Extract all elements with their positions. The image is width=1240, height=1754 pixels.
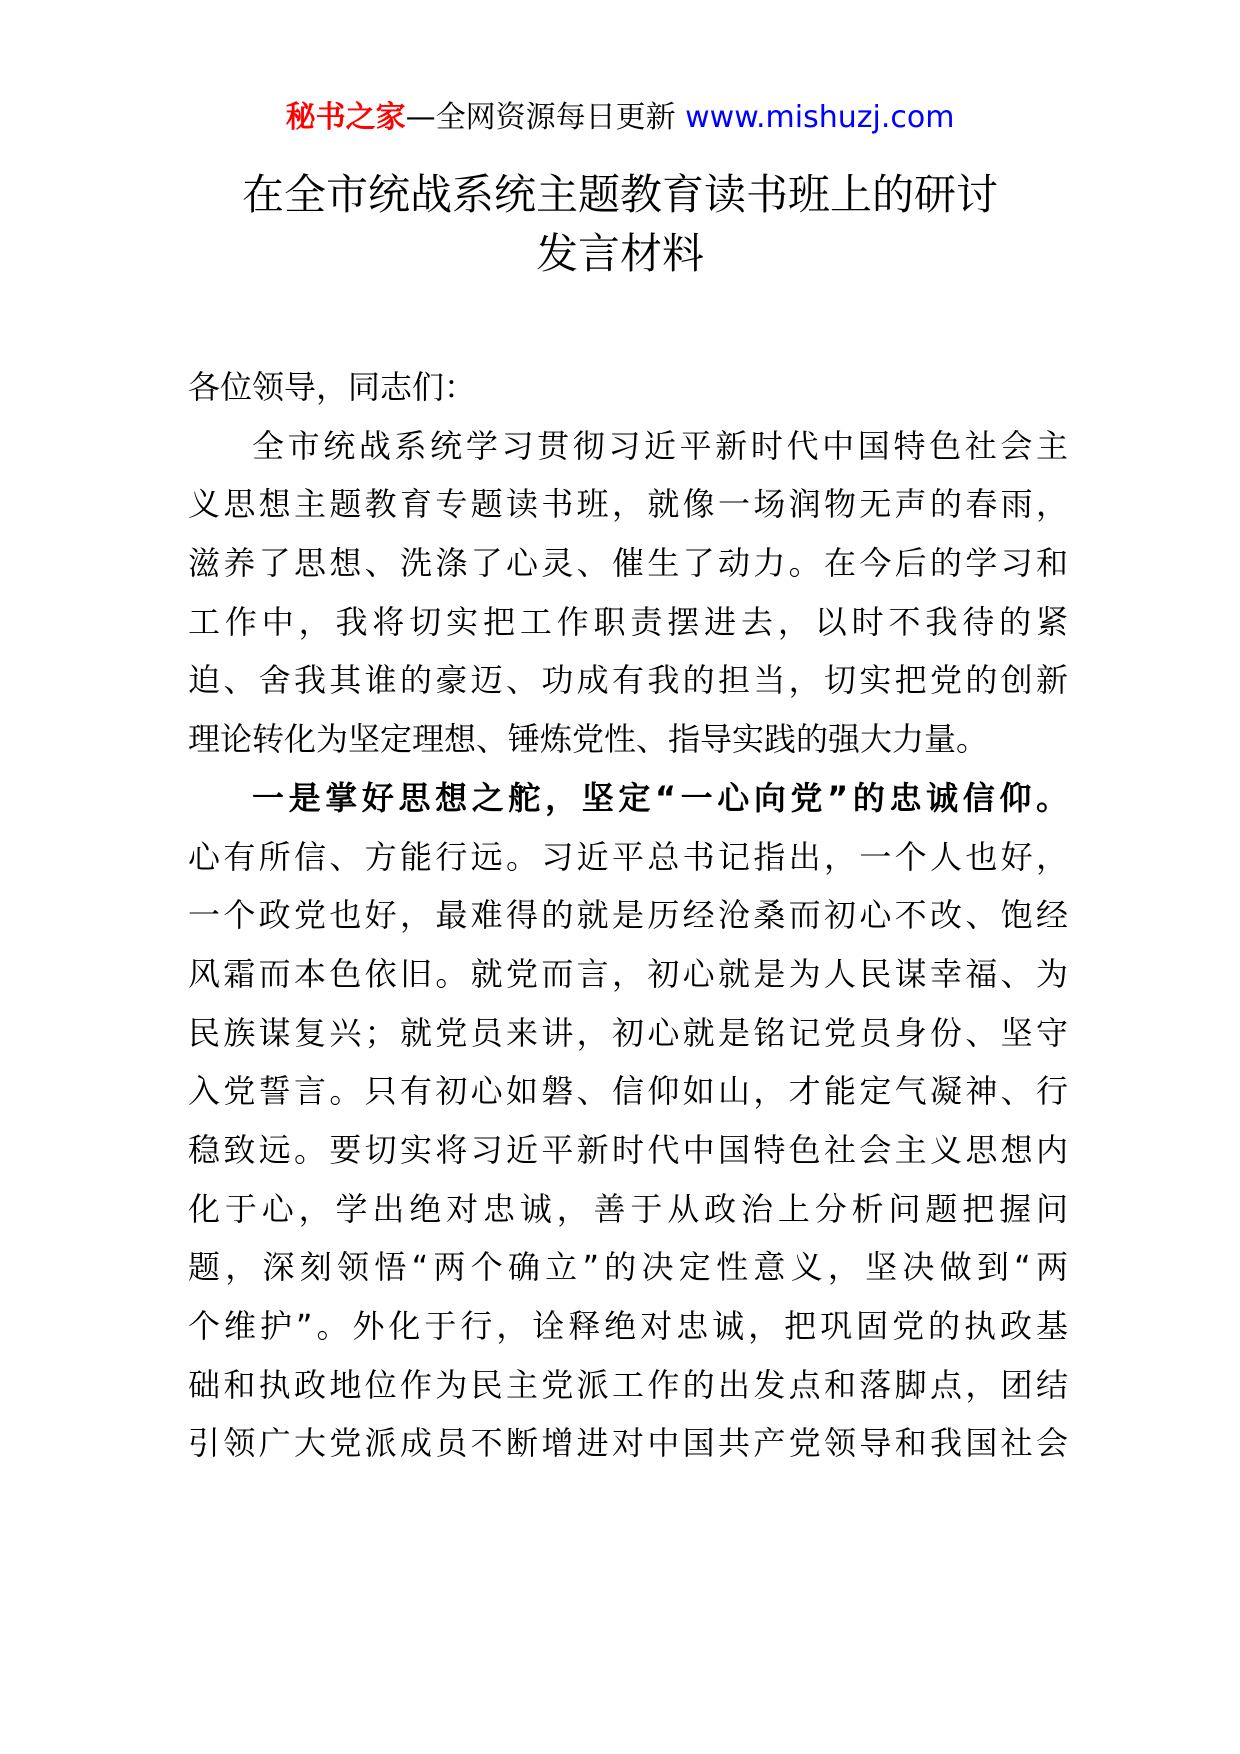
paragraph-line: 一个政党也好，最难得的就是历经沧桑而初心不改、饱经 xyxy=(188,896,1068,935)
paragraph-line: 入党誓言。只有初心如磐、信仰如山，才能定气凝神、行 xyxy=(188,1072,1068,1111)
paragraph-line: 个维护”。外化于行，诠释绝对忠诚，把巩固党的执政基 xyxy=(188,1307,1068,1345)
header-tagline: —全网资源每日更新 xyxy=(405,100,686,135)
document-title-line-1: 在全市统战系统主题教育读书班上的研讨 xyxy=(241,170,998,219)
paragraph-line: 迫、舍我其谁的豪迈、功成有我的担当，切实把党的创新 xyxy=(188,661,1068,700)
paragraph-line: 义思想主题教育专题读书班，就像一场润物无声的春雨， xyxy=(188,485,1068,524)
greeting: 各位领导，同志们： xyxy=(188,368,477,406)
site-url-link[interactable]: www.mishuzj.com xyxy=(685,100,955,135)
paragraph-line: 全市统战系统学习贯彻习近平新时代中国特色社会主 xyxy=(252,426,1068,465)
paragraph-line: 稳致远。要切实将习近平新时代中国特色社会主义思想内 xyxy=(188,1130,1068,1169)
paragraph-line: 风霜而本色依旧。就党而言，初心就是为人民谋幸福、为 xyxy=(188,954,1068,993)
paragraph-line: 化于心，学出绝对忠诚，善于从政治上分析问题把握问 xyxy=(188,1189,1068,1228)
paragraph-line: 工作中，我将切实把工作职责摆进去，以时不我待的紧 xyxy=(188,602,1068,641)
paragraph-line: 心有所信、方能行远。习近平总书记指出，一个人也好， xyxy=(188,837,1068,876)
paragraph-line: 理论转化为坚定理想、锤炼党性、指导实践的强大力量。 xyxy=(188,720,989,759)
brand-name: 秘书之家 xyxy=(285,100,406,135)
document-body xyxy=(188,358,1068,1473)
paragraph-line: 民族谋复兴；就党员来讲，初心就是铭记党员身份、坚守 xyxy=(188,1013,1068,1052)
document-title-line-2: 发言材料 xyxy=(535,229,704,278)
paragraph-line: 础和执政地位作为民主党派工作的出发点和落脚点，团结 xyxy=(188,1365,1068,1404)
site-header xyxy=(0,98,1240,138)
paragraph-line: 滋养了思想、洗涤了心灵、催生了动力。在今后的学习和 xyxy=(188,544,1068,583)
section-heading: 一是掌好思想之舵，坚定“一心向党”的忠诚信仰。 xyxy=(252,778,1068,817)
paragraph-line: 引领广大党派成员不断增进对中国共产党领导和我国社会 xyxy=(188,1424,1068,1463)
paragraph-line: 题，深刻领悟“两个确立”的决定性意义，坚决做到“两 xyxy=(188,1248,1068,1287)
